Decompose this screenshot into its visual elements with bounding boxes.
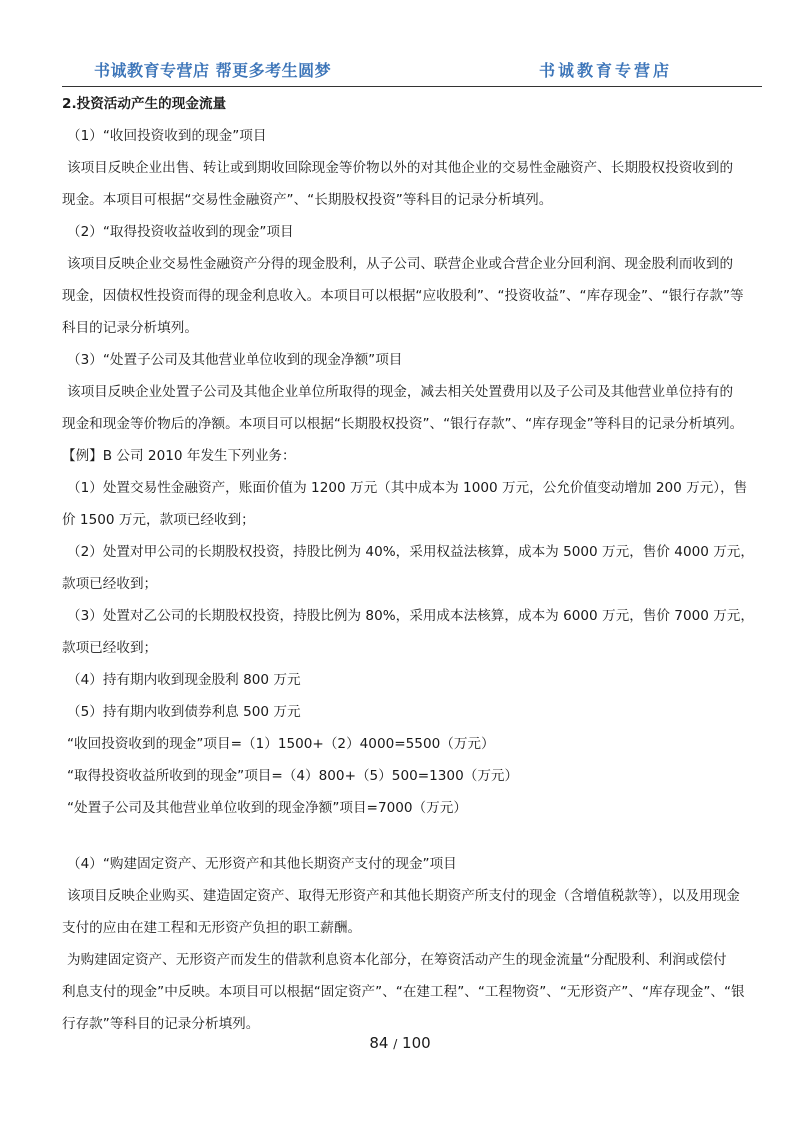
item2-text-line2: 现金，因债权性投资而得的现金利息收入。本项目可以根据“应收股利”、“投资收益”、“库存现金”、“银行存款”等: [62, 288, 744, 304]
item4-text-line4: 利息支付的现金”中反映。本项目可以根据“固定资产”、“在建工程”、“工程物资”、“无形资产”、“库存现金”、“银: [62, 984, 745, 1000]
example-item4: （4）持有期内收到现金股利 800 万元: [67, 672, 301, 688]
example-item1-line1: （1）处置交易性金融资产，账面价值为 1200 万元（其中成本为 1000 万元，公允价值变动增加 200 万元），售: [67, 480, 748, 496]
header-store-slogan: 书诚教育专营店 帮更多考生圆梦: [94, 61, 332, 80]
item1-heading: （1）“收回投资收到的现金”项目: [67, 128, 267, 144]
item1-text-line1: 该项目反映企业出售、转让或到期收回除现金等价物以外的对其他企业的交易性金融资产、长期股权投资收到的: [67, 160, 734, 176]
item2-text-line3: 科目的记录分析填列。: [62, 320, 198, 336]
item4-text-line2: 支付的应由在建工程和无形资产负担的职工薪酬。: [62, 920, 362, 936]
example-intro: 【例】B 公司 2010 年发生下列业务：: [62, 448, 296, 464]
current-page-number: 84: [369, 1034, 389, 1052]
item4-text-line5: 行存款”等科目的记录分析填列。: [62, 1016, 260, 1032]
example-result2: “取得投资收益所收到的现金”项目=（4）800+（5）500=1300（万元）: [67, 768, 519, 784]
item3-heading: （3）“处置子公司及其他营业单位收到的现金净额”项目: [67, 352, 403, 368]
example-item2-line2: 款项已经收到；: [62, 576, 158, 592]
example-item1-line2: 价 1500 万元，款项已经收到；: [62, 512, 255, 528]
section-title: 2.投资活动产生的现金流量: [62, 96, 227, 112]
item4-text-line1: 该项目反映企业购买、建造固定资产、取得无形资产和其他长期资产所支付的现金（含增值税款等），以及用现金: [67, 888, 740, 904]
total-pages-number: 100: [402, 1034, 431, 1052]
item4-heading: （4）“购建固定资产、无形资产和其他长期资产支付的现金”项目: [67, 856, 457, 872]
example-result3: “处置子公司及其他营业单位收到的现金净额”项目=7000（万元）: [67, 800, 467, 816]
example-item3-line2: 款项已经收到；: [62, 640, 158, 656]
item2-heading: （2）“取得投资收益收到的现金”项目: [67, 224, 294, 240]
example-result1: “收回投资收到的现金”项目=（1）1500+（2）4000=5500（万元）: [67, 736, 495, 752]
item1-text-line2: 现金。本项目可根据“交易性金融资产”、“长期股权投资”等科目的记录分析填列。: [62, 192, 553, 208]
page-separator: /: [393, 1037, 398, 1051]
example-item3-line1: （3）处置对乙公司的长期股权投资，持股比例为 80%，采用成本法核算，成本为 6000 万元，售价 7000 万元，: [67, 608, 754, 624]
page-number: [0, 1034, 800, 1052]
item2-text-line1: 该项目反映企业交易性金融资产分得的现金股利，从子公司、联营企业或合营企业分回利润、现金股利而收到的: [67, 256, 734, 272]
item3-text-line1: 该项目反映企业处置子公司及其他企业单位所取得的现金，减去相关处置费用以及子公司及其他营业单位持有的: [67, 384, 734, 400]
item4-text-line3: 为购建固定资产、无形资产而发生的借款利息资本化部分，在筹资活动产生的现金流量“分配股利、利润或偿付: [67, 952, 727, 968]
example-item5: （5）持有期内收到债券利息 500 万元: [67, 704, 301, 720]
page-header: [62, 58, 762, 87]
example-item2-line1: （2）处置对甲公司的长期股权投资，持股比例为 40%，采用权益法核算，成本为 5000 万元，售价 4000 万元，: [67, 544, 754, 560]
item3-text-line2: 现金和现金等价物后的净额。本项目可以根据“长期股权投资”、“银行存款”、“库存现金”等科目的记录分析填列。: [62, 416, 744, 432]
header-store-name: 书诚教育专营店: [539, 61, 673, 80]
